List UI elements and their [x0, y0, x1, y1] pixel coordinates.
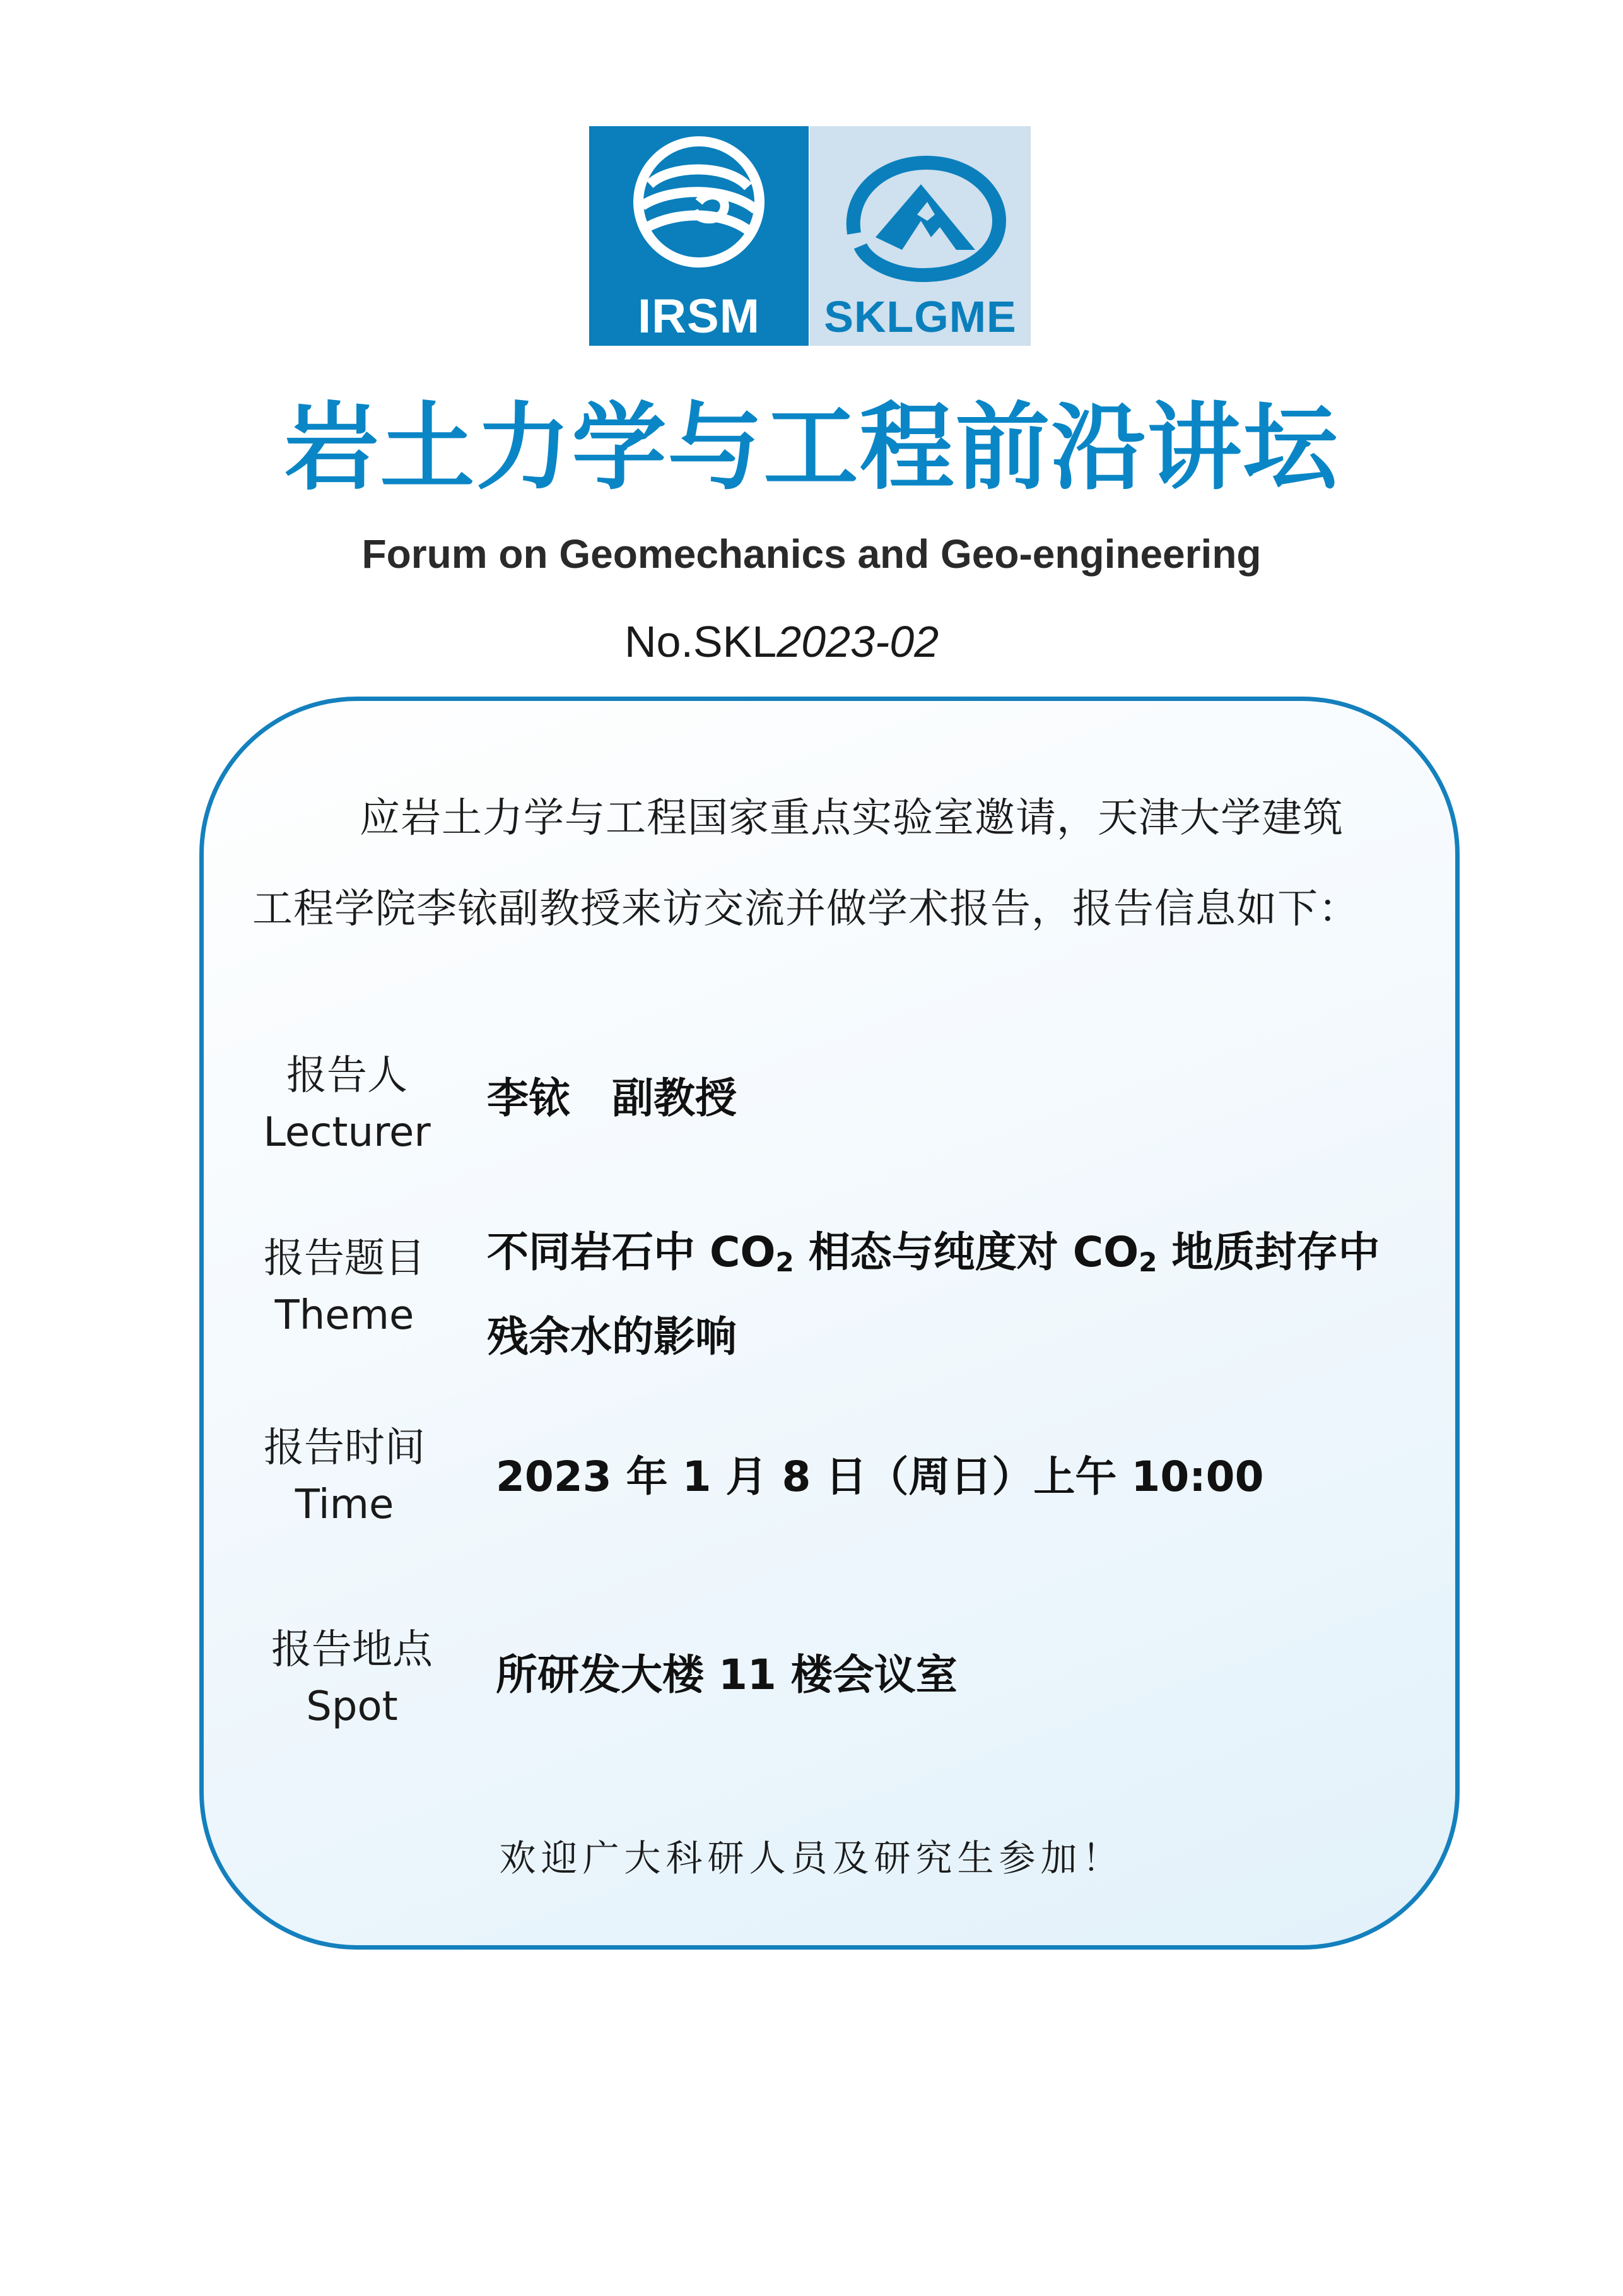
lecturer-label-cn: 报告人 [286, 1052, 407, 1099]
theme-part-2: 相态与纯度对 CO [794, 1228, 1139, 1276]
theme-label-cn: 报告题目 [264, 1235, 425, 1282]
time-label-cn: 报告时间 [264, 1425, 425, 1471]
theme-part-3: 地质封存中 [1157, 1228, 1380, 1276]
theme-part-1: 不同岩石中 CO [487, 1228, 776, 1276]
time-label [218, 1420, 471, 1533]
irsm-logo [589, 126, 809, 346]
lecturer-label [221, 1047, 473, 1161]
spot-label-en: Spot [306, 1683, 398, 1730]
lecturer-label-en: Lecturer [263, 1109, 431, 1156]
logo-block [589, 126, 1031, 346]
theme-value-line-2: 残余水的影响 [487, 1312, 737, 1361]
sklgme-logo-text: SKLGME [824, 292, 1017, 341]
intro-line-1: 应岩土力学与工程国家重点实验室邀请，天津大学建筑 [360, 795, 1344, 842]
theme-label-en: Theme [274, 1292, 414, 1339]
time-value: 2023 年 1 月 8 日（周日）上午 10:00 [496, 1452, 1264, 1501]
issue-number [624, 613, 939, 670]
issue-digits: 2023-02 [776, 617, 939, 666]
spot-label [226, 1622, 478, 1735]
theme-value-line-1 [487, 1215, 1380, 1300]
spot-label-cn: 报告地点 [271, 1627, 433, 1673]
page-subtitle: Forum on Geomechanics and Geo-engineering [361, 531, 1262, 577]
theme-sub-2: 2 [1139, 1247, 1157, 1278]
lecturer-value: 李铱 副教授 [487, 1074, 737, 1122]
theme-sub-1: 2 [775, 1247, 794, 1278]
sklgme-logo [810, 126, 1031, 346]
spot-value: 所研发大楼 11 楼会议室 [496, 1651, 958, 1699]
issue-prefix: No.SKL [624, 617, 777, 666]
theme-value [487, 1215, 1380, 1374]
theme-label [218, 1230, 471, 1344]
time-label-en: Time [295, 1481, 394, 1528]
welcome-text: 欢迎广大科研人员及研究生参加！ [499, 1837, 1124, 1880]
irsm-logo-text: IRSM [638, 290, 760, 343]
page-title: 岩土力学与工程前沿讲坛 [284, 393, 1339, 503]
intro-line-2: 工程学院李铱副教授来访交流并做学术报告，报告信息如下： [252, 886, 1359, 933]
